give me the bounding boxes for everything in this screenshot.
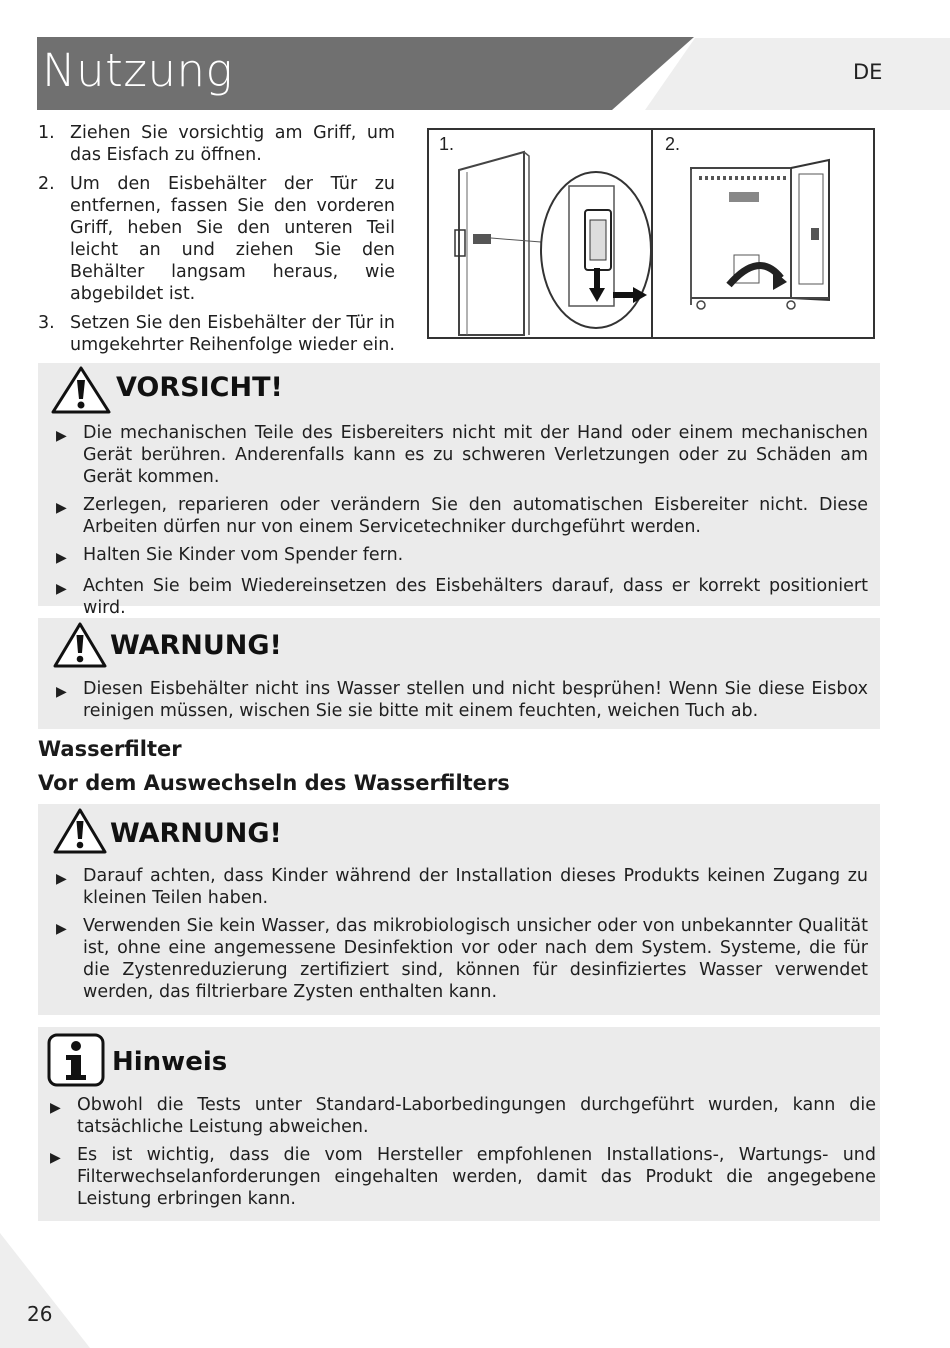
- bullet-arrow-icon: ▶: [56, 921, 67, 937]
- warning-box: [38, 804, 880, 1015]
- step-number: 1.: [38, 123, 55, 143]
- caution-title: VORSICHT!: [116, 372, 283, 403]
- figure-label-1: 1.: [439, 134, 455, 154]
- list-item-text: Achten Sie beim Wiedereinsetzen des Eisbehälters darauf, dass er korrekt positioniert wird.: [83, 576, 868, 618]
- note-box: [38, 1027, 880, 1221]
- illustration-drawing: [429, 130, 877, 341]
- steps-list: [38, 122, 395, 363]
- list-item: [56, 865, 868, 909]
- bullet-arrow-icon: ▶: [56, 581, 67, 597]
- note-title: Hinweis: [112, 1047, 228, 1077]
- step-number: 3.: [38, 313, 55, 333]
- list-item-text: Halten Sie Kinder vom Spender fern.: [83, 545, 404, 565]
- bullet-arrow-icon: ▶: [56, 550, 67, 566]
- info-icon: [47, 1033, 105, 1087]
- bullet-arrow-icon: ▶: [50, 1150, 61, 1166]
- list-item-text: Zerlegen, reparieren oder verändern Sie den automatischen Eisbereiter nicht. Diese Arbeiten dürfen nur von einem Servicetechniker durchgeführt werden.: [83, 495, 868, 537]
- page-number: 26: [27, 1302, 53, 1326]
- list-item: [56, 494, 868, 538]
- warning-triangle-icon: [52, 621, 108, 669]
- ice-bucket-illustration: [427, 128, 875, 339]
- list-item-text: Diesen Eisbehälter nicht ins Wasser stellen und nicht besprühen! Wenn Sie diese Eisbox reinigen müssen, wischen Sie sie bitte mit einem feuchten, weichen Tuch ab.: [83, 679, 868, 721]
- list-item-text: Es ist wichtig, dass die vom Hersteller empfohlenen Installations-, Wartungs- und Filterwechselanforderungen eingehalten werden, damit das Produkt die angegebene Leistung erbringen kann.: [77, 1145, 876, 1209]
- section-heading: Wasserfilter: [38, 737, 182, 761]
- figure-divider: [651, 130, 653, 337]
- list-item: [50, 1094, 876, 1138]
- warning-box: [38, 618, 880, 729]
- bullet-arrow-icon: ▶: [56, 684, 67, 700]
- list-item-text: Verwenden Sie kein Wasser, das mikrobiologisch unsicher oder von unbekannter Qualität ist, ohne eine angemessene Desinfektion vor oder nach dem System. Systeme, die für die Zystenreduzierung zertifiziert sind, können für desinfiziertes Wasser verwendet werden, das filtrierbare Zysten enthalten kann.: [83, 916, 868, 1002]
- note-list: [50, 1094, 876, 1216]
- warning-title: WARNUNG!: [110, 818, 282, 849]
- warning-list: [56, 678, 868, 728]
- list-item: [50, 1144, 876, 1210]
- warning-list: [56, 865, 868, 1009]
- step-text: Um den Eisbehälter der Tür zu entfernen, fassen Sie den vorderen Griff, heben Sie den unteren Teil leicht an und ziehen Sie den Behälter langsam heraus, wie abgebildet ist.: [70, 174, 395, 304]
- footer-corner-shape: [0, 1233, 90, 1348]
- caution-list: [56, 422, 868, 625]
- list-item-text: Obwohl die Tests unter Standard-Laborbedingungen durchgeführt wurden, kann die tatsächliche Leistung abweichen.: [77, 1095, 876, 1137]
- list-item-text: Darauf achten, dass Kinder während der Installation dieses Produkts keinen Zugang zu kleinen Teilen haben.: [83, 866, 868, 908]
- warning-triangle-icon: [52, 807, 108, 855]
- bullet-arrow-icon: ▶: [56, 871, 67, 887]
- figure-label-2: 2.: [665, 134, 681, 154]
- warning-triangle-icon: [50, 365, 112, 415]
- bullet-arrow-icon: ▶: [50, 1100, 61, 1116]
- subsection-heading: Vor dem Auswechseln des Wasserfilters: [38, 771, 510, 795]
- step-item: [38, 173, 395, 305]
- list-item-text: Die mechanischen Teile des Eisbereiters nicht mit der Hand oder einem mechanischen Gerät berühren. Anderenfalls kann es zu schweren Verletzungen oder zu Schäden am Gerät kommen.: [83, 423, 868, 487]
- header-accent-shape: [645, 38, 950, 110]
- list-item: [56, 915, 868, 1003]
- list-item: [56, 544, 868, 569]
- step-item: [38, 122, 395, 166]
- step-number: 2.: [38, 174, 55, 194]
- list-item: [56, 575, 868, 619]
- step-text: Ziehen Sie vorsichtig am Griff, um das Eisfach zu öffnen.: [70, 123, 395, 165]
- bullet-arrow-icon: ▶: [56, 500, 67, 516]
- bullet-arrow-icon: ▶: [56, 428, 67, 444]
- step-text: Setzen Sie den Eisbehälter der Tür in umgekehrter Reihenfolge wieder ein.: [70, 313, 395, 355]
- list-item: [56, 422, 868, 488]
- page-title: Nutzung: [42, 44, 233, 97]
- list-item: [56, 678, 868, 722]
- step-item: [38, 312, 395, 356]
- language-code: DE: [853, 60, 883, 84]
- caution-box: [38, 363, 880, 618]
- warning-title: WARNUNG!: [110, 630, 282, 661]
